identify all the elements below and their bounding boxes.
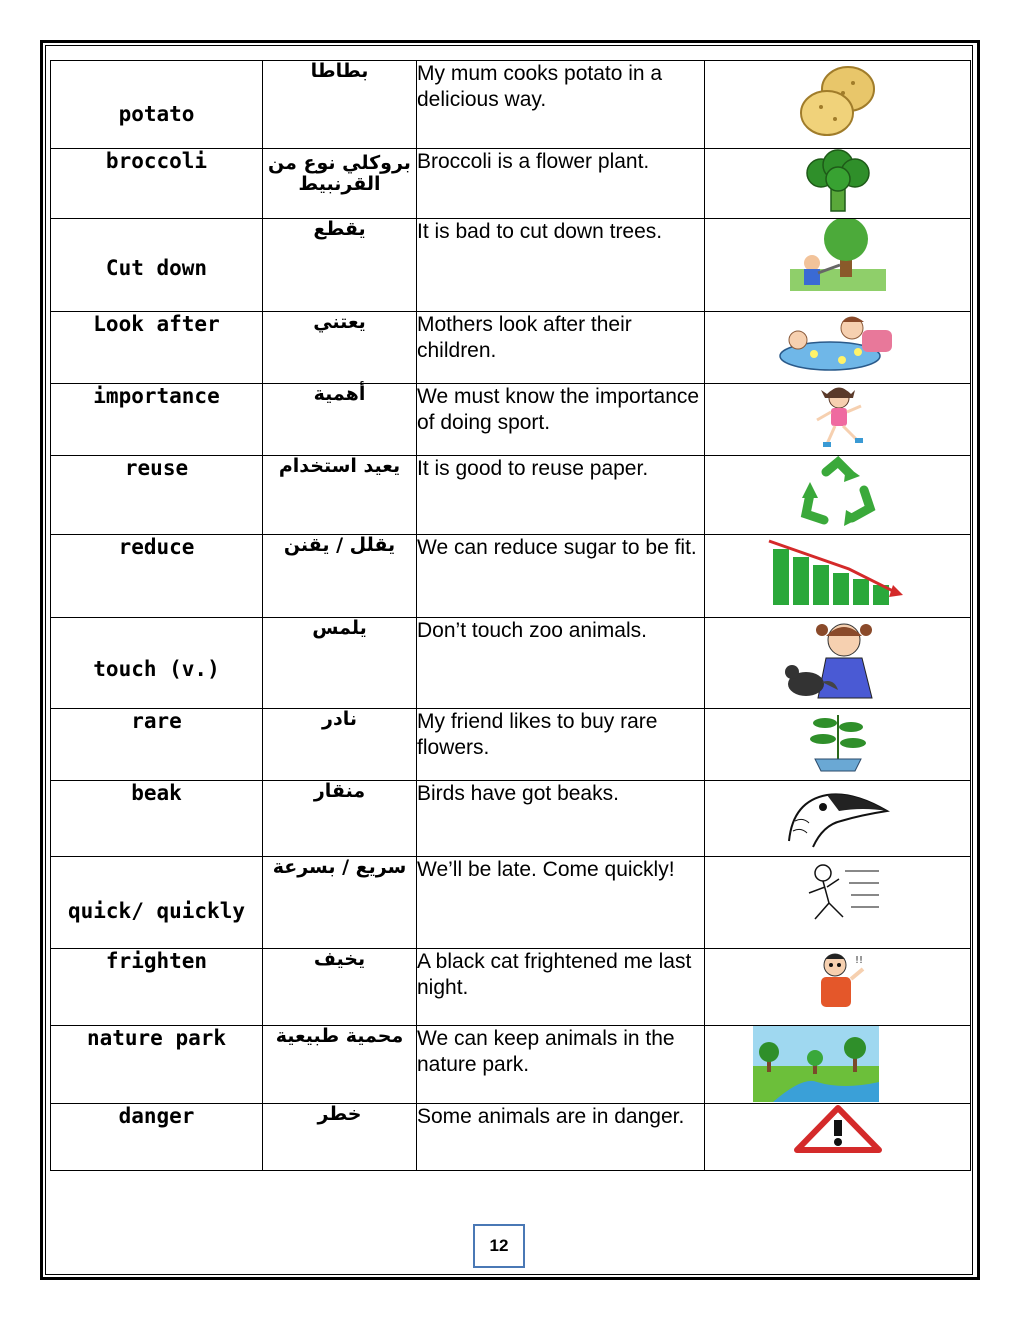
- sentence-cell: Don’t touch zoo animals.: [417, 618, 705, 709]
- sentence-cell: Some animals are in danger.: [417, 1104, 705, 1171]
- bird-beak-icon: [783, 781, 893, 851]
- word-cell: touch (v.): [51, 618, 263, 709]
- sentence-cell: It is bad to cut down trees.: [417, 219, 705, 312]
- sentence-cell: We can reduce sugar to be fit.: [417, 535, 705, 618]
- picture-cell: [705, 535, 971, 618]
- broccoli-icon: [801, 149, 875, 213]
- table-row: [51, 384, 971, 456]
- arabic-cell: يخيف: [263, 949, 417, 1026]
- arabic-cell: بطاطا: [263, 61, 417, 149]
- vocabulary-table: [50, 60, 971, 1171]
- arabic-cell: يلمس: [263, 618, 417, 709]
- danger-sign-icon: [793, 1104, 883, 1154]
- sentence-cell: Birds have got beaks.: [417, 781, 705, 857]
- picture-cell: [705, 949, 971, 1026]
- picture-cell: [705, 61, 971, 149]
- table-row: [51, 1104, 971, 1171]
- arabic-cell: بروكلي نوع من القرنبيط: [263, 149, 417, 219]
- table-row: [51, 219, 971, 312]
- picture-cell: [705, 618, 971, 709]
- word-cell: importance: [51, 384, 263, 456]
- word-cell: nature park: [51, 1026, 263, 1104]
- picture-cell: [705, 1104, 971, 1171]
- running-girl-icon: [803, 384, 873, 452]
- potted-plant-icon: [803, 709, 873, 775]
- sentence-cell: A black cat frightened me last night.: [417, 949, 705, 1026]
- reduce-chart-icon: [763, 535, 913, 611]
- picture-cell: [705, 857, 971, 949]
- picture-cell: [705, 456, 971, 535]
- sentence-cell: We’ll be late. Come quickly!: [417, 857, 705, 949]
- potato-icon: [793, 61, 883, 141]
- picture-cell: [705, 781, 971, 857]
- arabic-cell: أهمية: [263, 384, 417, 456]
- table-row: [51, 149, 971, 219]
- table-row: [51, 312, 971, 384]
- table-row: [51, 456, 971, 535]
- sentence-cell: Broccoli is a flower plant.: [417, 149, 705, 219]
- word-cell: danger: [51, 1104, 263, 1171]
- table-row: [51, 949, 971, 1026]
- arabic-cell: يعيد استخدام: [263, 456, 417, 535]
- picture-cell: [705, 709, 971, 781]
- table-row: [51, 1026, 971, 1104]
- arabic-cell: يقطع: [263, 219, 417, 312]
- sentence-cell: My mum cooks potato in a delicious way.: [417, 61, 705, 149]
- word-cell: Cut down: [51, 219, 263, 312]
- sentence-cell: My friend likes to buy rare flowers.: [417, 709, 705, 781]
- word-cell: broccoli: [51, 149, 263, 219]
- word-cell: reduce: [51, 535, 263, 618]
- svg-text:!!: !!: [854, 955, 863, 966]
- frightened-man-icon: [803, 949, 873, 1015]
- arabic-cell: نادر: [263, 709, 417, 781]
- word-cell: frighten: [51, 949, 263, 1026]
- arabic-cell: خطر: [263, 1104, 417, 1171]
- page-number: 12: [473, 1224, 525, 1268]
- arabic-cell: محمية طبيعية: [263, 1026, 417, 1104]
- word-cell: Look after: [51, 312, 263, 384]
- table-row: [51, 709, 971, 781]
- sentence-cell: It is good to reuse paper.: [417, 456, 705, 535]
- arabic-cell: سريع / بسرعة: [263, 857, 417, 949]
- running-man-icon: [793, 857, 883, 937]
- table-row: [51, 857, 971, 949]
- word-cell: reuse: [51, 456, 263, 535]
- arabic-cell: يقلل / يقنن: [263, 535, 417, 618]
- word-cell: quick/ quickly: [51, 857, 263, 949]
- table-row: [51, 535, 971, 618]
- arabic-cell: يعتني: [263, 312, 417, 384]
- word-cell: rare: [51, 709, 263, 781]
- word-cell: beak: [51, 781, 263, 857]
- girl-with-animal-icon: [778, 618, 898, 704]
- mother-child-icon: [768, 312, 908, 376]
- recycle-icon: [790, 456, 886, 532]
- arabic-cell: منقار: [263, 781, 417, 857]
- picture-cell: [705, 384, 971, 456]
- word-cell: potato: [51, 61, 263, 149]
- table-row: [51, 61, 971, 149]
- sentence-cell: We must know the importance of doing sport.: [417, 384, 705, 456]
- sentence-cell: We can keep animals in the nature park.: [417, 1026, 705, 1104]
- picture-cell: [705, 219, 971, 312]
- table-row: [51, 618, 971, 709]
- cut-tree-icon: [790, 219, 886, 291]
- nature-park-icon: [753, 1026, 879, 1102]
- picture-cell: [705, 149, 971, 219]
- picture-cell: [705, 312, 971, 384]
- sentence-cell: Mothers look after their children.: [417, 312, 705, 384]
- picture-cell: [705, 1026, 971, 1104]
- table-row: [51, 781, 971, 857]
